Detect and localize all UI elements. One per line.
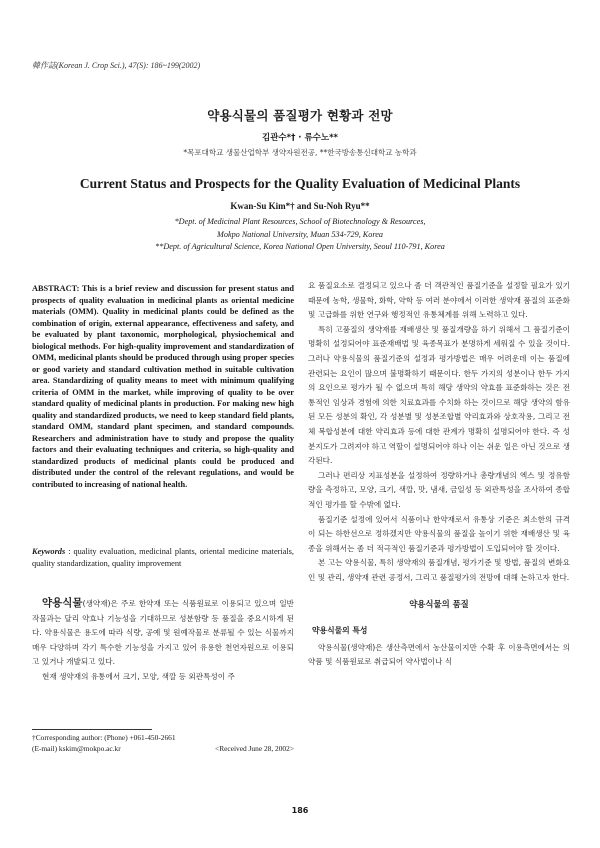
body-paragraph: 현재 생약재의 유통에서 크기, 모양, 색깔 등 외관특성이 주: [42, 671, 235, 681]
footnote-email: (E-mail) kskim@mokpo.ac.kr: [32, 744, 121, 753]
body-paragraph: 특히 고품질의 생약재를 재배생산 및 품질개량을 하기 위해서 그 품질기준이 명확히 설정되어야 표준재배법 및 육종목표가 분명하게 세워질 수 있을 것이다. 그러나 약용식물의 품질기준의 설정과 평가방법은 매우 어려운데 이는 품질에 관련되는 요인이 많으며 불명확하기 때문이다. 한두 가지의 성분이나 한두 가지의 요인으로 평가가 될 수 없으며 특히 해당 생약의 약효를 표준화하는 것은 전통적인 임상과 경험에 의한 치료효과를 수치화 하는 것이므로 해당 생약의 함유된 모든 성분의 확인, 각 성분별 및 성분조합별 약리효과와 상호작용, 그리고 전체 복합성분에 대한 약리효과 등에 대한 관계가 명확히 설명되어야 한다. 즉 성분지도가 그려져야 하고 역할이 설명되어야 하나 이는 쉬운 일은 아닌 것으로 생각된다.: [308, 324, 570, 466]
right-column: [308, 279, 570, 670]
subsection-heading: 약용식물의 특성: [312, 626, 368, 636]
section-heading: 약용식물의 품질: [409, 599, 469, 610]
keywords: [32, 546, 294, 569]
keywords-text: : quality evaluation, medicinal plants, oriental medicine materials, quality standardization, quality improvement: [32, 547, 294, 568]
paragraph-rest: (생약재)은 주로 한약재 또는 식품원료로 이용되고 있으며 일반 작물과는 달리 약효나 기능성을 기대하므로 성분함량 등 품질을 중요시하게 된다. 약용식물은 용도에 따라 식량, 공예 및 원예작물로 분류될 수 있는 식물까지 매우 다양하며 각기 특수한 기능성을 가지고 있어 유용한 천연자원으로 이용되고 있거나 개발되고 있다.: [32, 599, 294, 667]
body-paragraph: 그러나 편리상 지표성분을 설정하여 정량하거나 총량개념의 엑스 및 정유함량을 측정하고, 모양, 크기, 색깔, 맛, 냄새, 금일성 등 외관특성을 조사하여 종합적인 평가를 할 수밖에 없다.: [308, 470, 570, 509]
received-date: <Received June 28, 2002>: [215, 744, 294, 753]
body-paragraph: 본 고는 약용식물, 특히 생약재의 품질개념, 평가기준 및 방법, 품질의 변화요인 및 관리, 생약재 관련 공정서, 그리고 품질평가의 전망에 대해 논하고자 한다.: [308, 558, 570, 582]
abstract: [32, 283, 294, 490]
affiliation-line: **Dept. of Agricultural Science, Korea National Open University, Seoul 110-791, Korea: [155, 242, 445, 251]
korean-title: 약용식물의 품질평가 현황과 전망: [207, 108, 393, 123]
korean-authors: 김관수*† · 류수노**: [262, 133, 338, 143]
english-title: Current Status and Prospects for the Quality Evaluation of Medicinal Plants: [79, 176, 521, 191]
footnote: [32, 732, 294, 754]
footnote-divider: [32, 729, 152, 730]
body-paragraph: [32, 596, 294, 670]
body-paragraph: 품질기준 설정에 있어서 식품이나 한약재로서 유통상 기준은 최소한의 규격이 되는 하한선으로 정하겠지만 약용식물의 품질을 높이기 위한 재배생산 및 육종을 위해서는 좀 더 적극적인 품질기준과 평가방법이 도입되어야 할 것이다.: [308, 514, 570, 553]
body-paragraph: 요 품질요소로 결정되고 있으나 좀 더 객관적인 품질기준을 설정할 필요가 있기 때문에 농학, 생물학, 화학, 약학 등 여러 분야에서 이러한 생약재 품질의 표준화 및 고급화를 위한 연구와 행정적인 유통체계를 위해 노력하고 있다.: [308, 281, 570, 320]
footnote-corresponding: †Corresponding author: (Phone) +061-450-2661: [32, 733, 176, 742]
lead-word: 약용식물: [42, 597, 83, 609]
abstract-label: ABSTRACT:: [32, 284, 80, 293]
affiliation-line: *Dept. of Medicinal Plant Resources, School of Biotechnology & Resources,: [174, 217, 426, 226]
left-body-text: [32, 596, 294, 685]
journal-citation: 韓作誌(Korean J. Crop Sci.), 47(S): 186~199(2002): [32, 61, 201, 70]
affiliation-line: Mokpo National University, Muan 534-729, Korea: [217, 229, 383, 239]
abstract-text: This is a brief review and discussion for present status and prospects of quality evaluation in medicinal plants as oriental medicine materials (OMM). Quality in medicinal plants could be defined as the combination of origin, external appearance, effectiveness and safety, and be evaluated by plant taxonomic, morphological, physiochemical and biological methods. For high-quality improvement and standardization of OMM, medicinal plants should be produced through using proper species or good variety and standard cultivation method in suitable cultivation area. Standardizing of quality means to meet with minimum qualifying criteria of OMM in the market, while improving of quality to be over standard quality of medicinal plants in production. For making new high quality and standardized products, we need to keep standard field plants, standard OMM, standard plant specimen, and standard compounds. Researchers and administration have to study and propose the quality factors and their evaluating techniques and criteria, so high-quality and standardized products of medicinal plants could be produced and distributed under the control of the relevant regulations, and would be contributed to increasing of national health.: [32, 284, 294, 489]
body-paragraph: 약용식물(생약재)은 생산측면에서 농산물이지만 수확 후 이용측면에서는 의약품 및 식품원료로 취급되어 약사법이나 식: [308, 642, 570, 667]
keywords-label: Keywords: [32, 547, 66, 556]
english-authors: Kwan-Su Kim*† and Su-Noh Ryu**: [230, 201, 370, 211]
korean-affiliation: *목포대학교 생물산업학부 생약자원전공, **한국방송통신대학교 농학과: [183, 148, 417, 157]
english-affiliation: [40, 216, 560, 254]
page-number: 186: [291, 806, 309, 815]
